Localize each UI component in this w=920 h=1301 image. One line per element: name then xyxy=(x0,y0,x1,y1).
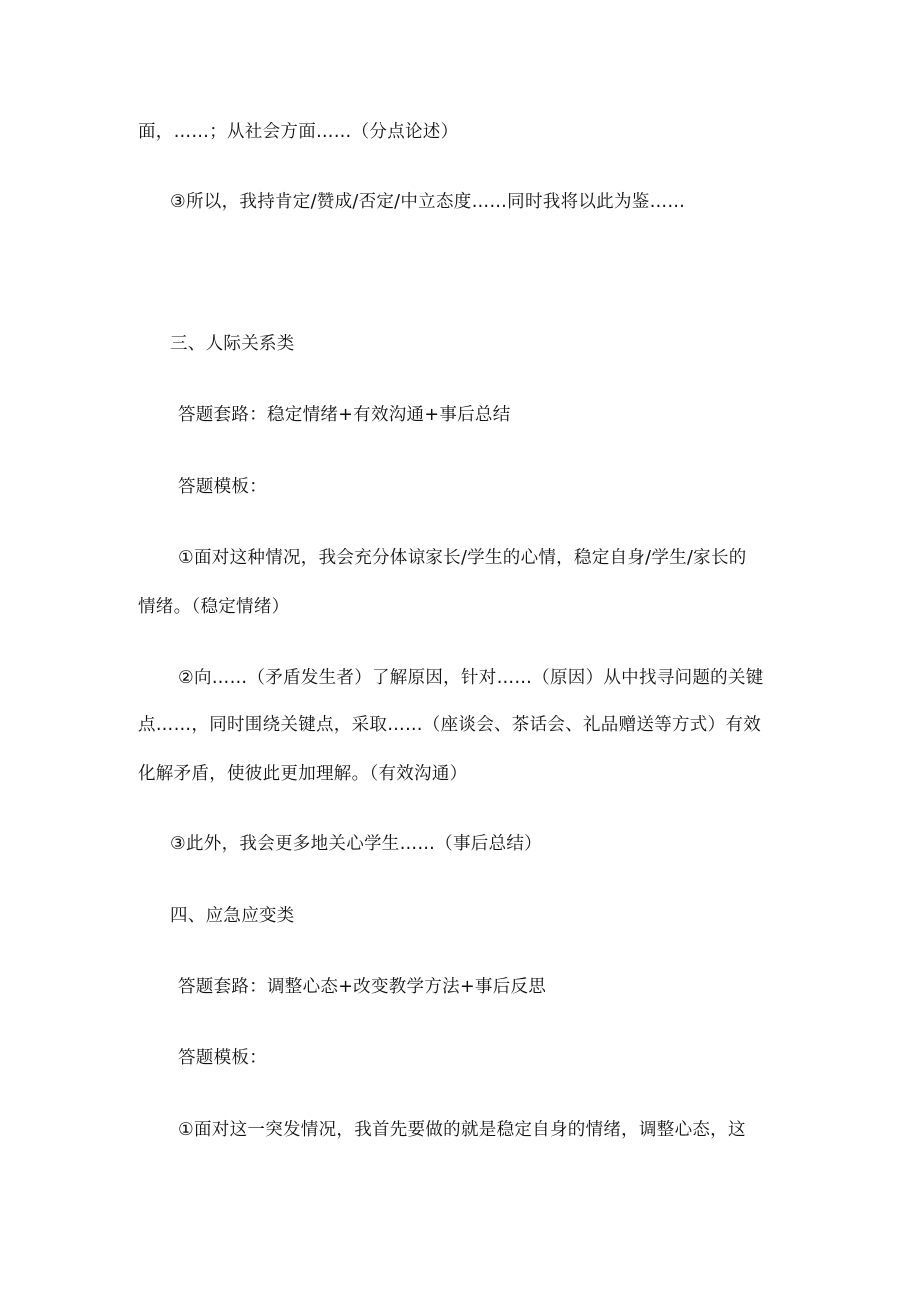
text-line: 答题套路：调整心态+改变教学方法+事后反思 xyxy=(178,977,547,997)
section-heading: 四、应急应变类 xyxy=(170,906,295,926)
section-heading: 三、人际关系类 xyxy=(170,334,295,354)
text-line: ③此外，我会更多地关心学生……（事后总结） xyxy=(170,834,542,854)
text-line: ②向……（矛盾发生者）了解原因，针对……（原因）从中找寻问题的关键 xyxy=(178,668,764,688)
text-line: 答题套路：稳定情绪+有效沟通+事后总结 xyxy=(178,405,511,425)
text-line: 情绪。（稳定情绪） xyxy=(138,597,290,617)
text-line: ①面对这一突发情况，我首先要做的就是稳定自身的情绪，调整心态，这 xyxy=(178,1120,746,1140)
text-line: ③所以，我持肯定/赞成/否定/中立态度……同时我将以此为鉴…… xyxy=(170,192,686,212)
text-line: 答题模板： xyxy=(178,1048,267,1068)
text-line: ①面对这种情况，我会充分体谅家长/学生的心情，稳定自身/学生/家长的 xyxy=(178,548,747,568)
text-line: 化解矛盾，使彼此更加理解。（有效沟通） xyxy=(138,764,468,784)
text-line: 答题模板： xyxy=(178,477,267,497)
text-line: 点……，同时围绕关键点，采取……（座谈会、茶话会、礼品赠送等方式）有效 xyxy=(138,715,761,735)
text-line: 面，……；从社会方面……（分点论述） xyxy=(138,122,459,142)
